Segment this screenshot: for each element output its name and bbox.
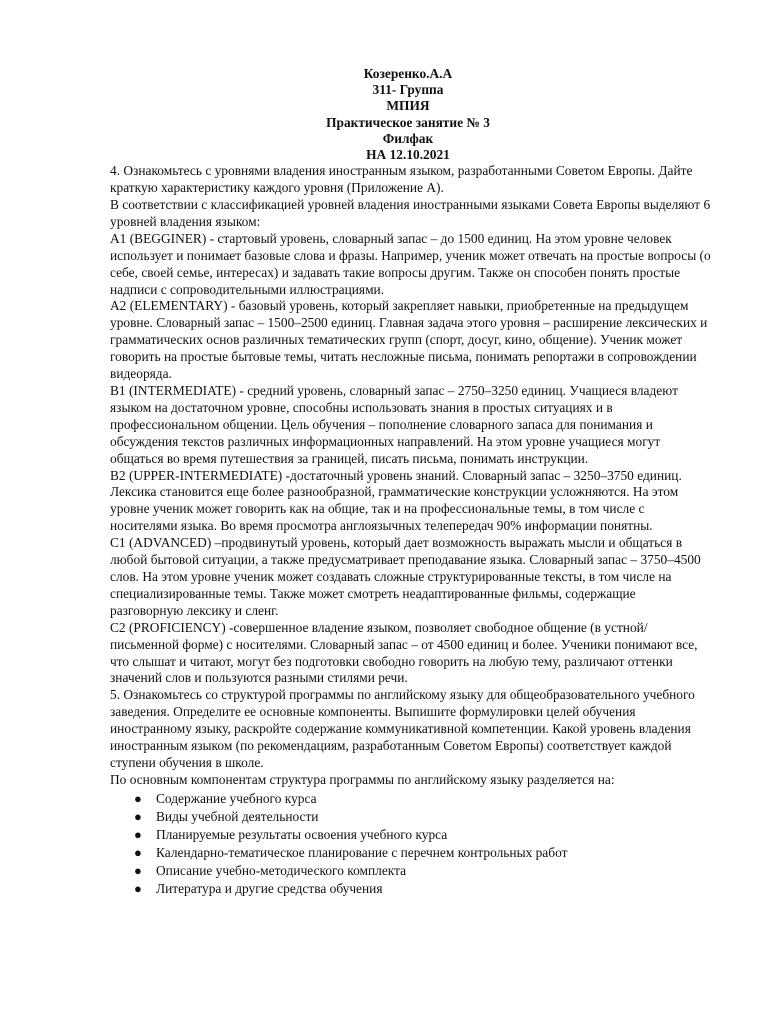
list-item-text: Содержание учебного курса [156,790,317,806]
level-c2-paragraph: C2 (PROFICIENCY) -совершенное владение языком, позволяет свободное общение (в устной/письменной форме) с носителями. Словарный запас – от 4500 единиц и более. Ученики понимают все, что слышат и читают, могут без подготовки свободно говорить на любую тему, различают оттенки значений слов и пользуются разными стилями речи. [110,619,698,686]
task-5-paragraph: 5. Ознакомьтесь со структурой программы по английскому языку для общеобразовательного учебного заведения. Определите ее основные компоненты. Выпишите формулировки целей обучения иностранному языку, раскройте содержание коммуникативной компетенции. Какой уровень владения иностранным языком (по рекомендациям, разработанным Советом Европы) соответствует каждой ступени обучения в школе. [110,687,695,770]
levels-intro-paragraph: В соответствии с классификацией уровней владения иностранными языками Совета Европы выделяют 6 уровней владения языком: [110,197,711,229]
bullet-icon: ● [134,862,142,878]
task-4-paragraph: 4. Ознакомьтесь с уровнями владения иностранным языком, разработанными Советом Европы. Дайте краткую характеристику каждого уровня (Приложение А). [110,163,693,196]
group-number: 311- Группа [372,82,444,98]
list-item-text: Литература и другие средства обучения [156,880,383,896]
list-item [110,790,712,808]
author-name: Козеренко.А.А [363,66,453,81]
bullet-icon: ● [134,790,142,806]
document-date: НА 12.10.2021 [366,147,450,163]
bullet-icon: ● [134,808,142,824]
bullet-icon: ● [134,844,142,860]
subject-name: МПИЯ [386,98,430,114]
lesson-title: Практическое занятие № 3 [326,114,490,130]
level-a1-paragraph: A1 (BEGGINER) - стартовый уровень, словарный запас – до 1500 единиц. На этом уровне человек использует и понимает базовые слова и фразы. Например, ученик может отвечать на простые вопросы (о себе, своей семье, интересах) и задавать такие вопросы другим. Также он способен понять простые надписи с сопроводительными иллюстрациями. [110,230,711,297]
list-item-text: Описание учебно-методического комплекта [156,862,407,878]
bullet-icon: ● [134,826,142,842]
document-header [104,66,712,163]
bullet-icon: ● [134,880,142,896]
faculty-name: Филфак [382,130,434,146]
list-item [110,826,712,844]
structure-intro-paragraph: По основным компонентам структура программы по английскому языку разделяется на: [110,771,615,787]
list-item-text: Виды учебной деятельности [156,808,319,824]
list-item-text: Планируемые результаты освоения учебного курса [156,826,448,842]
level-c1-paragraph: C1 (ADVANCED) –продвинутый уровень, который дает возможность выражать мысли и общаться в любой бытовой ситуации, а также предусматривает преподавание языка. Словарный запас – 3750–4500 слов. На этом уровне ученик может создавать сложные структурированные тексты, в том числе на специализированные темы. Также может смотреть неадаптированные фильмы, содержащие разговорную лексику и сленг. [110,535,701,618]
program-components-list [110,790,712,898]
list-item-text: Календарно-тематическое планирование с перечнем контрольных работ [156,844,568,860]
list-item [110,862,712,880]
level-b2-paragraph: B2 (UPPER-INTERMEDIATE) -достаточный уровень знаний. Словарный запас – 3250–3750 единиц. Лексика становится еще более разнообразной, грамматические конструкции усложняются. На этом уровне ученик может говорить как на общие, так и на профессиональные темы, в том числе с носителями языка. Во время просмотра англоязычных телепередач 90% информации понятны. [110,467,682,534]
list-item [110,880,712,898]
list-item [110,808,712,826]
level-a2-paragraph: A2 (ELEMENTARY) - базовый уровень, который закрепляет навыки, приобретенные на предыдущем уровне. Словарный запас – 1500–2500 единиц. Главная задача этого уровня – расширение лексических и грамматических основ различных тематических групп (спорт, досуг, кино, общение). Ученик может говорить на простые бытовые темы, читать несложные письма, понимать репортажи в сопровождении видеоряда. [110,298,708,382]
document-page [110,66,712,898]
list-item [110,844,712,862]
level-b1-paragraph: B1 (INTERMEDIATE) - средний уровень, словарный запас – 2750–3250 единиц. Учащиеся владеют языком на достаточном уровне, способны использовать знания в простых ситуациях и в профессиональном общении. Цель обучения – пополнение словарного запаса для понимания и обсуждения текстов различных информационных направлений. На этом уровне учащиеся могут общаться во время путешествия за границей, писать письма, понимать инструкции. [110,383,678,466]
